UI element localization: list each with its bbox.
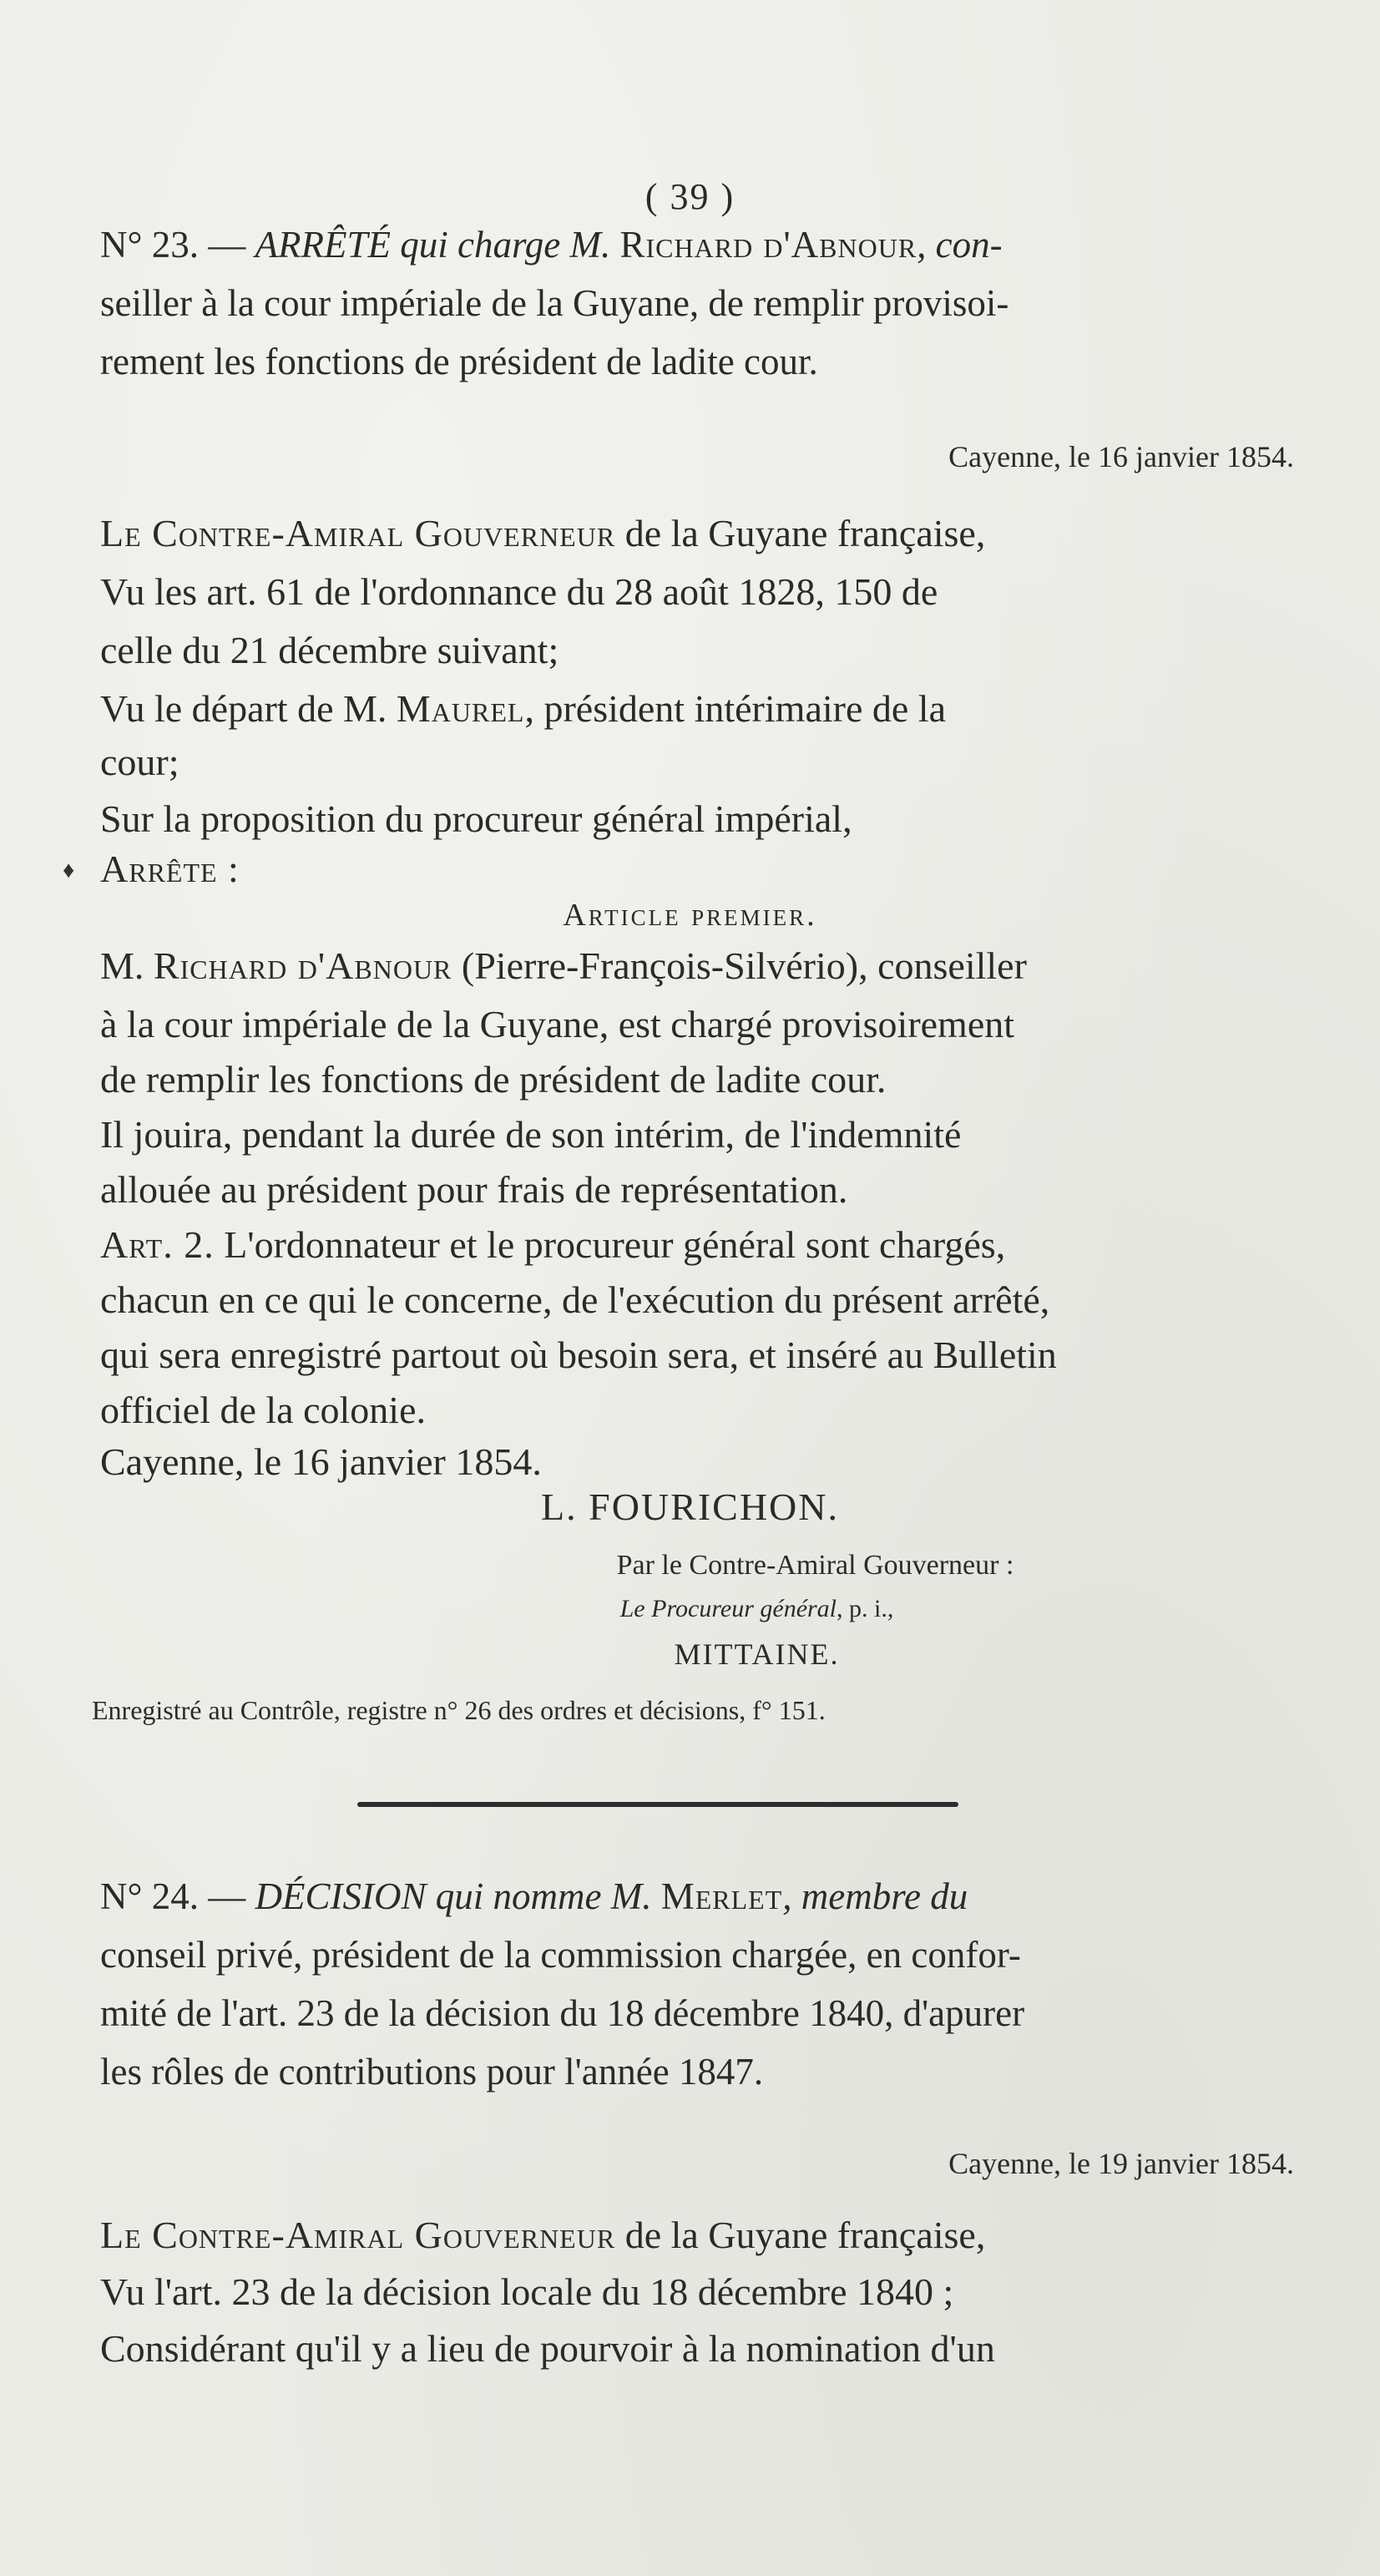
entry-23-art1-name: Richard d'Abnour <box>153 944 452 987</box>
entry-24-dateline: Cayenne, le 19 janvier 1854. <box>948 2147 1294 2180</box>
entry-23-heading-line-2: seiller à la cour impériale de la Guyane, de remplir provisoi- <box>100 282 1009 324</box>
entry-23-countersign-name: MITTAINE. <box>674 1637 840 1671</box>
entry-23-preamble-rest: de la Guyane française, <box>615 512 986 554</box>
section-divider <box>357 1802 958 1807</box>
entry-24-number: N° 24. — <box>100 1875 246 1917</box>
entry-23-number: N° 23. — <box>100 224 246 266</box>
entry-23-vu2-text-b: , président intérimaire de la <box>524 687 946 730</box>
entry-23-art2-label: Art. 2. <box>100 1223 215 1266</box>
entry-23-art1-line-1 <box>100 937 1302 995</box>
entry-24-considerant: Considérant qu'il y a lieu de pourvoir à la nomination d'un <box>100 2327 995 2370</box>
entry-23-vu1-line-2: celle du 21 décembre suivant; <box>100 629 559 671</box>
entry-23-countersign-role: Le Procureur général <box>619 1595 837 1622</box>
entry-24-preamble <box>100 2206 1302 2265</box>
entry-23-vu1-line-1: Vu les art. 61 de l'ordonnance du 28 août 1828, 150 de <box>100 570 938 613</box>
entry-24-heading-line-4: les rôles de contributions pour l'année 1847. <box>100 2051 764 2093</box>
margin-mark-icon: ♦ <box>63 858 75 883</box>
entry-23-heading-line-3: rement les fonctions de président de ladite cour. <box>100 341 818 382</box>
entry-24-heading-line-1 <box>100 1867 1302 1926</box>
entry-23-register-note: Enregistré au Contrôle, registre n° 26 des ordres et décisions, f° 151. <box>92 1695 826 1725</box>
entry-23-countersign-role-suffix: , p. i., <box>837 1595 894 1622</box>
entry-23-closing-date: Cayenne, le 16 janvier 1854. <box>100 1440 542 1483</box>
entry-24-vu1: Vu l'art. 23 de la décision locale du 18 décembre 1840 ; <box>100 2270 954 2313</box>
entry-23-proposition: Sur la proposition du procureur général impérial, <box>100 797 852 840</box>
entry-24-preamble-title: Le Contre-Amiral Gouverneur <box>100 2214 616 2256</box>
entry-24-preamble-rest: de la Guyane française, <box>615 2214 986 2256</box>
entry-23-dateline: Cayenne, le 16 janvier 1854. <box>948 440 1294 473</box>
entry-24-heading-text: qui nomme M. <box>435 1875 652 1917</box>
entry-23-countersign-label: Par le Contre-Amiral Gouverneur : <box>616 1550 1014 1581</box>
entry-23-heading-tail: , con- <box>917 224 1003 266</box>
entry-23-vu2-line-2: cour; <box>100 741 179 783</box>
entry-23-signature: L. FOURICHON. <box>541 1485 839 1528</box>
entry-24-heading-line-3: mité de l'art. 23 de la décision du 18 décembre 1840, d'apurer <box>100 1992 1025 2034</box>
entry-23-article-premier: Article premier. <box>563 898 817 933</box>
entry-23-type: ARRÊTÉ <box>255 224 391 266</box>
entry-24-heading-line-2: conseil privé, président de la commission chargée, en confor- <box>100 1934 1021 1976</box>
entry-23-vu2-line-1 <box>100 680 1302 738</box>
entry-23-art1-line-5: allouée au président pour frais de représentation. <box>100 1168 848 1211</box>
entry-23-art2-line-3: qui sera enregistré partout où besoin sera, et inséré au Bulletin <box>100 1334 1057 1376</box>
page-number: ( 39 ) <box>645 176 735 217</box>
entry-23-arrete: Arrête : <box>100 848 240 890</box>
entry-23-countersign-role-line <box>67 1595 1380 1623</box>
entry-23-art2-line-4: officiel de la colonie. <box>100 1389 426 1431</box>
entry-23-art2-text: L'ordonnateur et le procureur général sont chargés, <box>214 1223 1006 1266</box>
entry-23-heading-text: qui charge M. <box>400 224 611 266</box>
entry-24-heading-tail: , membre du <box>782 1875 968 1917</box>
entry-23-vu2-name: Maurel <box>396 687 525 730</box>
entry-23-art2-line-2: chacun en ce qui le concerne, de l'exécution du présent arrêté, <box>100 1278 1050 1321</box>
entry-23-preamble <box>100 504 1302 563</box>
entry-23-art2-line-1 <box>100 1216 1302 1274</box>
entry-23-heading-name: Richard d'Abnour <box>619 224 917 266</box>
entry-23-art1-text-b: (Pierre-François-Silvério), conseiller <box>452 944 1027 987</box>
entry-23-art1-line-4: Il jouira, pendant la durée de son intérim, de l'indemnité <box>100 1113 962 1156</box>
entry-23-art1-line-3: de remplir les fonctions de président de ladite cour. <box>100 1058 887 1101</box>
entry-24-heading-name: Merlet <box>660 1875 783 1917</box>
entry-23-preamble-title: Le Contre-Amiral Gouverneur <box>100 512 616 554</box>
entry-23-art1-line-2: à la cour impériale de la Guyane, est chargé provisoirement <box>100 1003 1015 1045</box>
entry-23-vu2-text-a: Vu le départ de M. <box>100 687 397 730</box>
entry-23-heading-line-1 <box>100 215 1302 274</box>
entry-24-type: DÉCISION <box>255 1875 427 1917</box>
entry-23-art1-text-a: M. <box>100 944 154 987</box>
